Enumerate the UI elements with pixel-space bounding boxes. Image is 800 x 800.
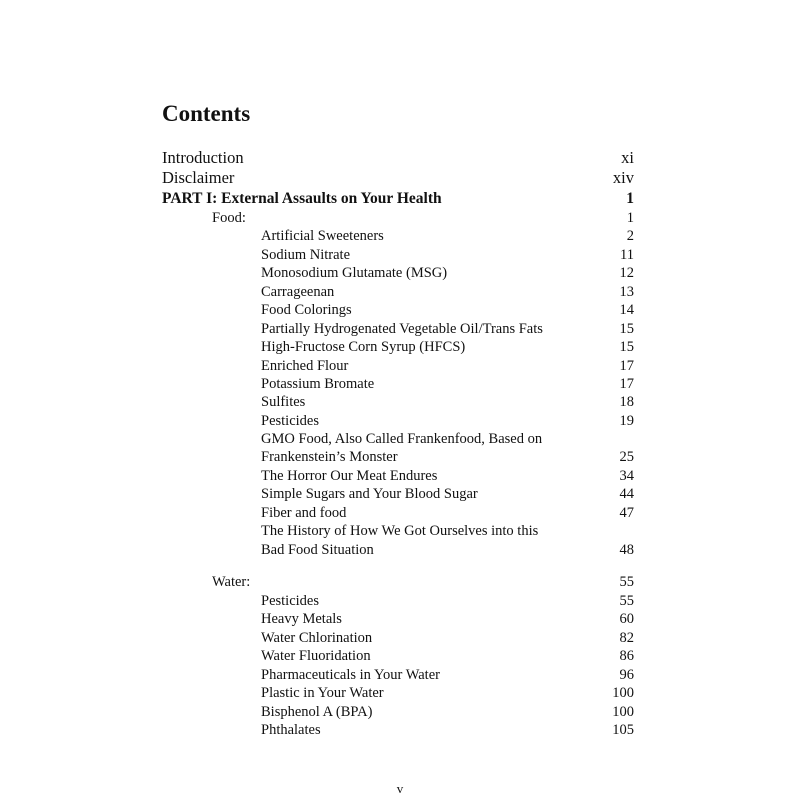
toc-entry-label: Sulfites [261,394,306,410]
toc-page-number: 14 [619,302,634,318]
toc-entry-label: Disclaimer [162,168,235,187]
toc-page-number: 44 [619,486,634,502]
toc-entry-label: Bad Food Situation [261,541,374,558]
toc-entry-label: Water Fluoridation [261,648,371,664]
page-number: v [396,781,404,796]
toc-entry-label: Food: [212,210,246,226]
toc-entry-label: GMO Food, Also Called Frankenfood, Based on [261,431,543,447]
toc-entry-label: Water: [212,574,251,590]
toc-page-number: 47 [619,504,634,521]
toc-entry-label: Simple Sugars and Your Blood Sugar [261,486,478,502]
toc-page-number: 100 [612,703,634,720]
toc-entry-label: Fiber and food [261,504,347,521]
toc-entry-label: Plastic in Your Water [261,685,384,701]
toc-page-number: 1 [626,190,634,207]
toc-entry-label: Monosodium Glutamate (MSG) [261,265,448,281]
toc-page-number: 18 [619,394,634,410]
toc-entry-label: Water Chlorination [261,629,373,646]
toc-entry-label: The History of How We Got Ourselves into this [261,523,539,539]
toc-page-number: 86 [619,648,634,664]
toc-page-number: 17 [619,376,634,392]
toc-page-number: 1 [626,210,634,226]
toc-page-number: 11 [620,246,634,263]
toc-page-number: 60 [619,611,634,627]
toc-entry-label: The Horror Our Meat Endures [261,467,438,484]
toc-page-number: 34 [619,467,634,484]
toc-page-number: 15 [619,320,634,337]
toc-entry-label: Phthalates [261,722,321,738]
page-title: Contents [162,101,251,126]
toc-page-number: 12 [619,265,634,281]
toc-entry-label: Partially Hydrogenated Vegetable Oil/Trans Fats [261,320,543,337]
toc-page-number: 55 [619,592,634,609]
toc-entry-label: High-Fructose Corn Syrup (HFCS) [261,339,466,355]
toc-page-number: 13 [619,283,634,300]
toc-page-number: 17 [619,357,634,374]
toc-entry-label: Introduction [162,148,244,167]
toc-page-number: 25 [619,449,634,465]
toc-page-number: 15 [619,339,634,355]
toc-page-number: xi [621,148,634,167]
toc-entry-label: Frankenstein’s Monster [261,449,398,465]
toc-entry-label: Bisphenol A (BPA) [261,703,373,720]
toc-page-number: 2 [626,228,634,244]
toc-entry-label: Heavy Metals [261,611,342,627]
toc-entry-label: Enriched Flour [261,357,349,374]
toc-entry-label: Sodium Nitrate [261,246,351,263]
toc-entry-label: PART I: External Assaults on Your Health [162,190,442,207]
toc-page-number: 55 [619,574,634,590]
toc-page-number: xiv [612,168,634,187]
toc-page-number: 82 [619,629,634,646]
toc-entry-label: Pesticides [261,412,319,429]
toc-entry-label: Food Colorings [261,302,352,318]
toc-page-number: 19 [619,412,634,429]
toc-entry-label: Carrageenan [261,283,335,300]
toc-entry-label: Potassium Bromate [261,376,375,392]
toc-page-number: 105 [612,722,634,738]
toc-entry-label: Artificial Sweeteners [261,228,384,244]
toc-page-number: 100 [612,685,634,701]
toc-page-number: 96 [619,666,634,683]
toc-page-number: 48 [619,541,634,558]
toc-entry-label: Pesticides [261,592,319,609]
toc-entry-label: Pharmaceuticals in Your Water [261,666,440,683]
